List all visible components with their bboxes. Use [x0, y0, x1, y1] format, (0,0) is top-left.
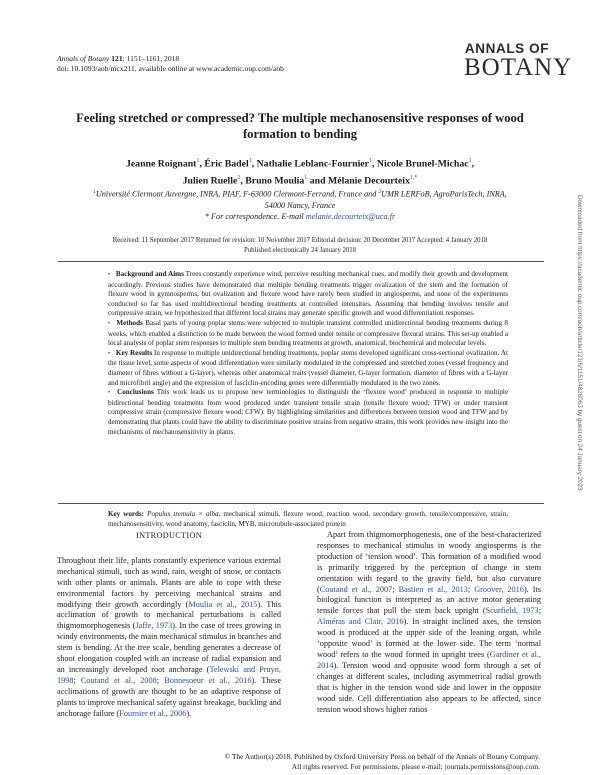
body-text: ). Its biological function is interpreted as an active motor generating tensile forces that pull the stem back upright (: [317, 584, 542, 616]
author-separator: ,: [199, 158, 205, 170]
author-name: Bruno Moulia: [245, 175, 305, 187]
journal-name: Annals of Botany: [57, 54, 110, 63]
abstract-results-text: In response to multiple unidirectional bending treatments, poplar stems developed significant cross-sectional ovalization. At the tissue level, some aspects of wood differentiation were similarly modulated in the compressed and stretched zones (vessel frequency and diameter of fibres without a G-layer), whereas other anatomical traits (vessel diameter, G-layer formation, diameter of fibres with a G-layer and microfibril angle) and the expression of fasciclin-encoding genes were differentially modulated in the two zones.: [108, 348, 508, 387]
intro-paragraph-2: [317, 530, 541, 715]
journal-pages: : 1151–1161, 2018: [122, 54, 180, 63]
body-text: ).: [186, 708, 192, 718]
citation-link[interactable]: Telewski and Pruyn, 1998: [57, 664, 281, 685]
keywords-top-rule: [58, 503, 544, 504]
citation-link[interactable]: Coutand et al., 2008: [80, 675, 157, 685]
author-line-2: [80, 171, 520, 188]
abstract-background: [108, 270, 508, 319]
citation-link[interactable]: Bastien et al., 2013: [398, 584, 468, 594]
body-text: ). Tension wood and opposite wood form through a set of changes at different scales, including asymmetrical radial growth that is higher in the tension wood side and lower in the opposite wood side. Cell differentiation also appears to be affected, since tension wood shows higher ratios: [317, 660, 541, 714]
article-dates: [60, 236, 540, 256]
abstract-conclusions-text: This work leads us to propose new terminologies to distinguish the ‘flexure wood’ produced in response to multiple bidirectional bending treatments from wood produced under transient tensile strain (tensile flexure wood; TFW) or under transient compressive strain (compressive flexure wood; CFW). By highlighting similarities and differences between tension wood and TFW and by demonstrating that plants could have the ability to discriminate positive strains from negative strains, this work provides new insight into the mechanisms of mechanosensitivity in plants.: [108, 388, 508, 436]
body-text: ). This acclimation of growth to mechanical perturbations is called thigmomorphogenesis (: [57, 599, 281, 631]
body-text: ;: [467, 584, 475, 594]
abstract-background-label: Background and Aims: [115, 270, 184, 278]
affiliations: [70, 187, 530, 222]
citation-link[interactable]: Groover, 2016: [474, 584, 524, 594]
intro-paragraph-1: [57, 556, 281, 720]
author-affil-marker: 1: [369, 158, 372, 164]
journal-logo: [464, 41, 573, 83]
permissions-line: All rights reserved. For permissions, please e-mail: journals.permissions@oup.com.: [291, 762, 540, 771]
bullet-icon: •: [108, 390, 111, 397]
body-text: ;: [156, 675, 165, 685]
abstract-results-label: Key Results: [115, 348, 153, 357]
author-separator: ,: [471, 158, 475, 170]
author-affil-marker: 2: [237, 175, 241, 182]
abstract-methods-label: Methods: [116, 318, 143, 327]
author-affil-marker: 1: [196, 158, 200, 164]
citation-link[interactable]: Jaffe, 1973: [135, 621, 173, 631]
abstract-methods: [108, 319, 508, 349]
affil-2-marker: 2: [378, 189, 382, 195]
section-heading-introduction: INTRODUCTION: [136, 531, 202, 540]
copyright-line: © The Author(s) 2018. Published by Oxford University Press on behalf of the Annals of Botany Company.: [224, 752, 540, 761]
citation-link[interactable]: Moulia et al., 2015: [188, 599, 258, 609]
author-separator: ,: [251, 158, 257, 170]
body-text: ;: [538, 606, 541, 616]
author-line-1: [80, 154, 520, 171]
logo-bottom-text: BOTANY: [464, 54, 573, 81]
body-text: Apart from thigmomorphogenesis, one of the best-characterized responses to mechanical stimulus in woody angiosperms is the production of ‘tension wood’. This formation of a modified wood is primarily triggered by the perception of change in stem orientation with regard to the gravity field, but also curvature (: [317, 530, 541, 594]
author-affil-marker: 1: [468, 158, 472, 164]
affil-2-text: UMR LERFoB, AgroParisTech, INRA,: [381, 189, 507, 199]
body-text: ). These acclimations of growth are thought to be an adaptive response of plants to improve mechanical safety against breakage, buckling and anchorage failure (: [57, 675, 281, 718]
bullet-icon: •: [108, 272, 111, 278]
bullet-icon: •: [108, 350, 111, 357]
affil-1-text: Université Clermont Auvergne, INRA, PIAF, F-63000 Clermont-Ferrand, France and: [95, 189, 379, 199]
abstract-background-text: Trees constantly experience wind, perceive resulting mechanical cues, and modify their growth and development accordingly. Previous studies have demonstrated that multiple bending treatments trigger ovalization of the stem and the formation of flexure wood in gymnosperms, but ovalization and flexure wood have rarely been studied in angiosperms, and none of the experiments conducted so far has used multidirectional bending treatments at controlled intensities. Assuming that bending involves tensile and compressive strain, we hypothesized that different local strains may generate specific growth and wood differentiation responses.: [108, 270, 508, 318]
correspondence-label: * For correspondence. E-mail: [204, 211, 306, 221]
author-separator: ,: [372, 158, 377, 170]
download-sidenote: [574, 195, 584, 615]
download-sidenote-text: Downloaded from https://academic.oup.com/aob/article/121/6/1151/4826063 by guest on 24 January 2023: [576, 195, 583, 491]
keywords-species: Populus tremula × alba: [147, 510, 219, 518]
body-text: ). In the case of trees growing in windy environments, the main mechanical stimulus in branches and stem is bending. At the tree scale, bending generates a decrease of shoot elongation coupled with an increase of radial expansion and an increasingly developed root anchorage (: [57, 621, 281, 674]
intro-right-column: [317, 530, 541, 715]
abstract-conclusions: [108, 388, 508, 437]
journal-citation: [57, 54, 284, 74]
author-name: Mélanie Decourteix: [328, 175, 410, 187]
citation-link[interactable]: Alméras and Clair, 2016: [317, 617, 404, 627]
author-name: Nathalie Leblanc-Fournier: [256, 158, 369, 170]
journal-volume: 121: [111, 54, 123, 63]
author-affil-marker: 1,*: [409, 175, 418, 182]
author-name: Julien Ruelle: [182, 175, 238, 187]
received-dates: Received: 11 September 2017 Returned for revision: 10 November 2017 Editorial decision: 20 December 2017 Accepted: 4 January 2018: [112, 237, 488, 244]
author-affil-marker: 1: [248, 158, 252, 164]
author-name: Jeanne Roignant: [125, 158, 197, 170]
citation-link[interactable]: Gardiner et al., 2014: [317, 649, 541, 670]
author-affil-marker: 1: [304, 175, 308, 182]
citation-link[interactable]: Fournier et al., 2006: [119, 708, 187, 718]
abstract-top-rule: [58, 261, 544, 262]
author-name: Nicole Brunel-Michac: [376, 158, 469, 170]
doi-line[interactable]: doi: 10.1093/aob/mcx211, available online at www.academic.oup.com/aob: [57, 64, 284, 73]
body-text: ;: [73, 675, 81, 685]
author-separator: ,: [240, 175, 246, 187]
author-list: [80, 154, 520, 189]
abstract-results: [108, 349, 508, 388]
body-text: Throughout their life, plants constantly experience various external mechanical stimuli, such as wind, rain, weight of snow, or contacts with other plants or animals. Plants are able to cope with these environmental factors by perceiving mechanical strains and modifying their growth accordingly (: [57, 555, 281, 609]
keywords-label: Key words:: [108, 510, 145, 518]
author-separator: and: [307, 175, 328, 187]
published-date: Published electronically 24 January 2018: [243, 247, 357, 254]
intro-left-column: [57, 530, 281, 720]
copyright-footer: [120, 752, 540, 772]
logo-top-text: ANNALS OF: [464, 41, 550, 56]
author-name: Éric Badel: [204, 158, 249, 170]
bullet-icon: •: [108, 320, 111, 327]
affil-1-marker: 1: [93, 189, 96, 195]
abstract-methods-text: Basal parts of young poplar stems were subjected to multiple transient controlled unidirectional bending treatments during 8 weeks, which enabled a distinction to be made between the wood formed under tensile or compressive flexural strains. This set-up enabled a local analysis of poplar stem responses to multiple stem bending treatments at growth, anatomical, biochemical and molecular levels.: [108, 318, 508, 348]
abstract-conclusions-label: Conclusions: [117, 388, 154, 397]
citation-link[interactable]: Coutand et al., 2007: [319, 584, 393, 594]
citation-link[interactable]: Scurfield, 1973: [485, 606, 539, 616]
body-text: ). In straight inclined axes, the tension wood is produced at the upper side of the leaning organ, while ‘opposite wood’ is formed at the lower side. The term ‘normal wood’ refers to the wood formed in upright trees (: [317, 617, 541, 659]
correspondence-email[interactable]: melanie.decourteix@uca.fr: [305, 211, 396, 221]
body-text: ;: [392, 584, 399, 594]
abstract: [108, 270, 508, 437]
article-title: Feeling stretched or compressed? The multiple mechanosensitive responses of wood formation to bending: [76, 111, 524, 141]
keywords: [108, 510, 508, 529]
keywords-list: , mechanical stimuli, flexure wood, reaction wood, secondary growth, tensile/compressive, strain, mechanosensitivity, wood anatomy, fasciclin, MYB, microtubule-associated protein: [108, 510, 508, 528]
affil-2-city: 54000 Nancy, France: [264, 200, 336, 210]
citation-link[interactable]: Bonnesoeur et al., 2016: [164, 675, 252, 685]
